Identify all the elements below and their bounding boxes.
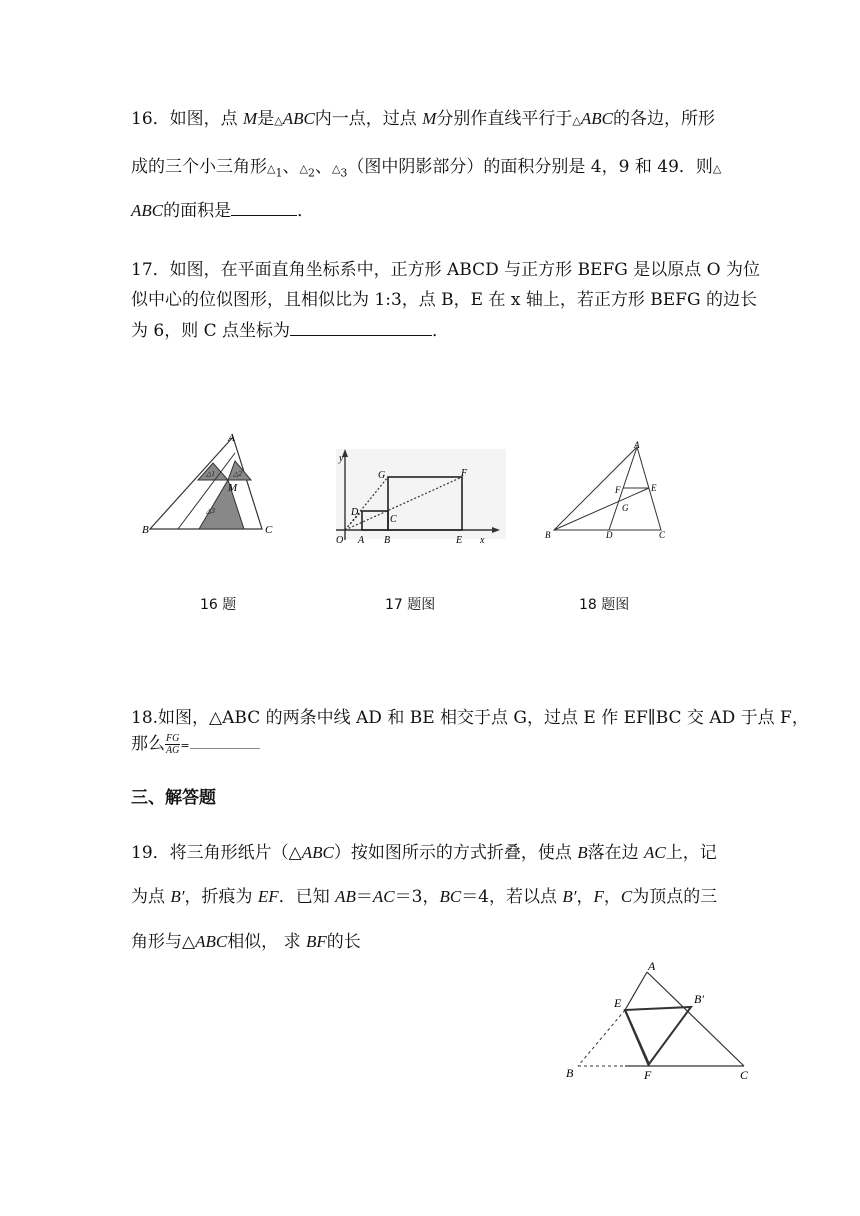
caption-18: 18 题图	[579, 597, 630, 613]
q18-answer-blank[interactable]	[190, 734, 260, 749]
fig18-label-f: F	[615, 485, 621, 495]
fig17-label-e: E	[456, 535, 463, 546]
fig17-label-g: G	[378, 470, 386, 481]
q19-line-2: 为点 B′，折痕为 EF．已知 AB＝AC＝3，BC＝4，若以点 B′，F，C为顶点的三	[131, 887, 718, 907]
q17-line-2: 似中心的位似图形，且相似比为 1:3，点 B，E 在 x 轴上，若正方形 BEFG 的边长	[131, 290, 757, 310]
caption-17: 17 题图	[385, 597, 436, 613]
caption-16: 16 题	[200, 597, 237, 613]
shaded-triangle-3	[199, 480, 244, 529]
fig16-label-d1: △1	[206, 470, 215, 478]
figure-18	[538, 437, 678, 545]
figure-16	[140, 425, 290, 540]
q16-line-2: 成的三个小三角形$\triangle_1$、$\triangle_2$、$\triangle_3$（图中阴影部分）的面积分别是 4，9 和 49．则△	[131, 157, 722, 180]
q16-line-1: 16．如图，点 M是△ABC内一点，过点 M分别作直线平行于△ABC的各边，所形	[131, 109, 715, 129]
fig16-label-m: M	[228, 482, 238, 494]
fig17-label-x: x	[480, 535, 485, 546]
q17-line-3: 为 6，则 C 点坐标为 ．	[131, 321, 450, 341]
fig16-label-c: C	[265, 524, 273, 536]
fig19-label-f: F	[644, 1068, 652, 1082]
fig16-label-d2: △2	[233, 470, 242, 478]
fig17-label-a: A	[358, 535, 365, 546]
fig17-label-b: B	[384, 535, 391, 546]
fig19-label-e: E	[614, 996, 622, 1010]
q18-line-2: 那么 $\frac{FG}{AG}$ =	[131, 733, 260, 757]
fig18-label-d: D	[606, 530, 613, 540]
q17-line-1: 17．如图，在平面直角坐标系中，正方形 ABCD 与正方形 BEFG 是以原点 O 为位	[131, 260, 760, 280]
fig18-label-b: B	[545, 530, 551, 540]
fig16-label-b: B	[142, 524, 149, 536]
fig17-label-c: C	[390, 514, 397, 525]
q16-answer-blank[interactable]	[231, 201, 297, 216]
fig18-label-c: C	[659, 530, 666, 540]
fig19-label-b: B	[566, 1066, 574, 1080]
fig18-label-a: A	[634, 440, 640, 450]
q17-answer-blank[interactable]	[290, 321, 432, 336]
q16-line-3: ABC的面积是 ．	[131, 201, 315, 221]
q19-line-3: 角形与△ABC相似， 求 BF的长	[131, 932, 361, 952]
section-heading: 三、解答题	[131, 788, 216, 808]
figure-17	[328, 444, 508, 548]
fig18-label-g: G	[622, 503, 629, 513]
fig17-label-y: y	[339, 453, 344, 464]
fig17-label-d: D	[351, 507, 359, 518]
fig16-label-d3: △3	[206, 507, 215, 515]
q18-line-1: 18.如图，△ABC 的两条中线 AD 和 BE 相交于点 G，过点 E 作 EF∥BC 交 AD 于点 F，	[131, 708, 809, 728]
fig19-label-a: A	[648, 959, 656, 973]
fig19-label-c: C	[740, 1068, 749, 1082]
fraction-fg-ag: $\frac{FG}{AG}$	[166, 733, 180, 756]
fig17-label-f: F	[461, 468, 468, 479]
fig16-label-a: A	[228, 432, 235, 444]
fig18-label-e: E	[651, 483, 657, 493]
fig19-label-bprime: B′	[694, 992, 704, 1006]
figure-19	[560, 955, 760, 1085]
fig17-label-o: O	[336, 535, 344, 546]
q19-line-1: 19．将三角形纸片（△ABC）按如图所示的方式折叠，使点 B落在边 AC上，记	[131, 843, 717, 863]
